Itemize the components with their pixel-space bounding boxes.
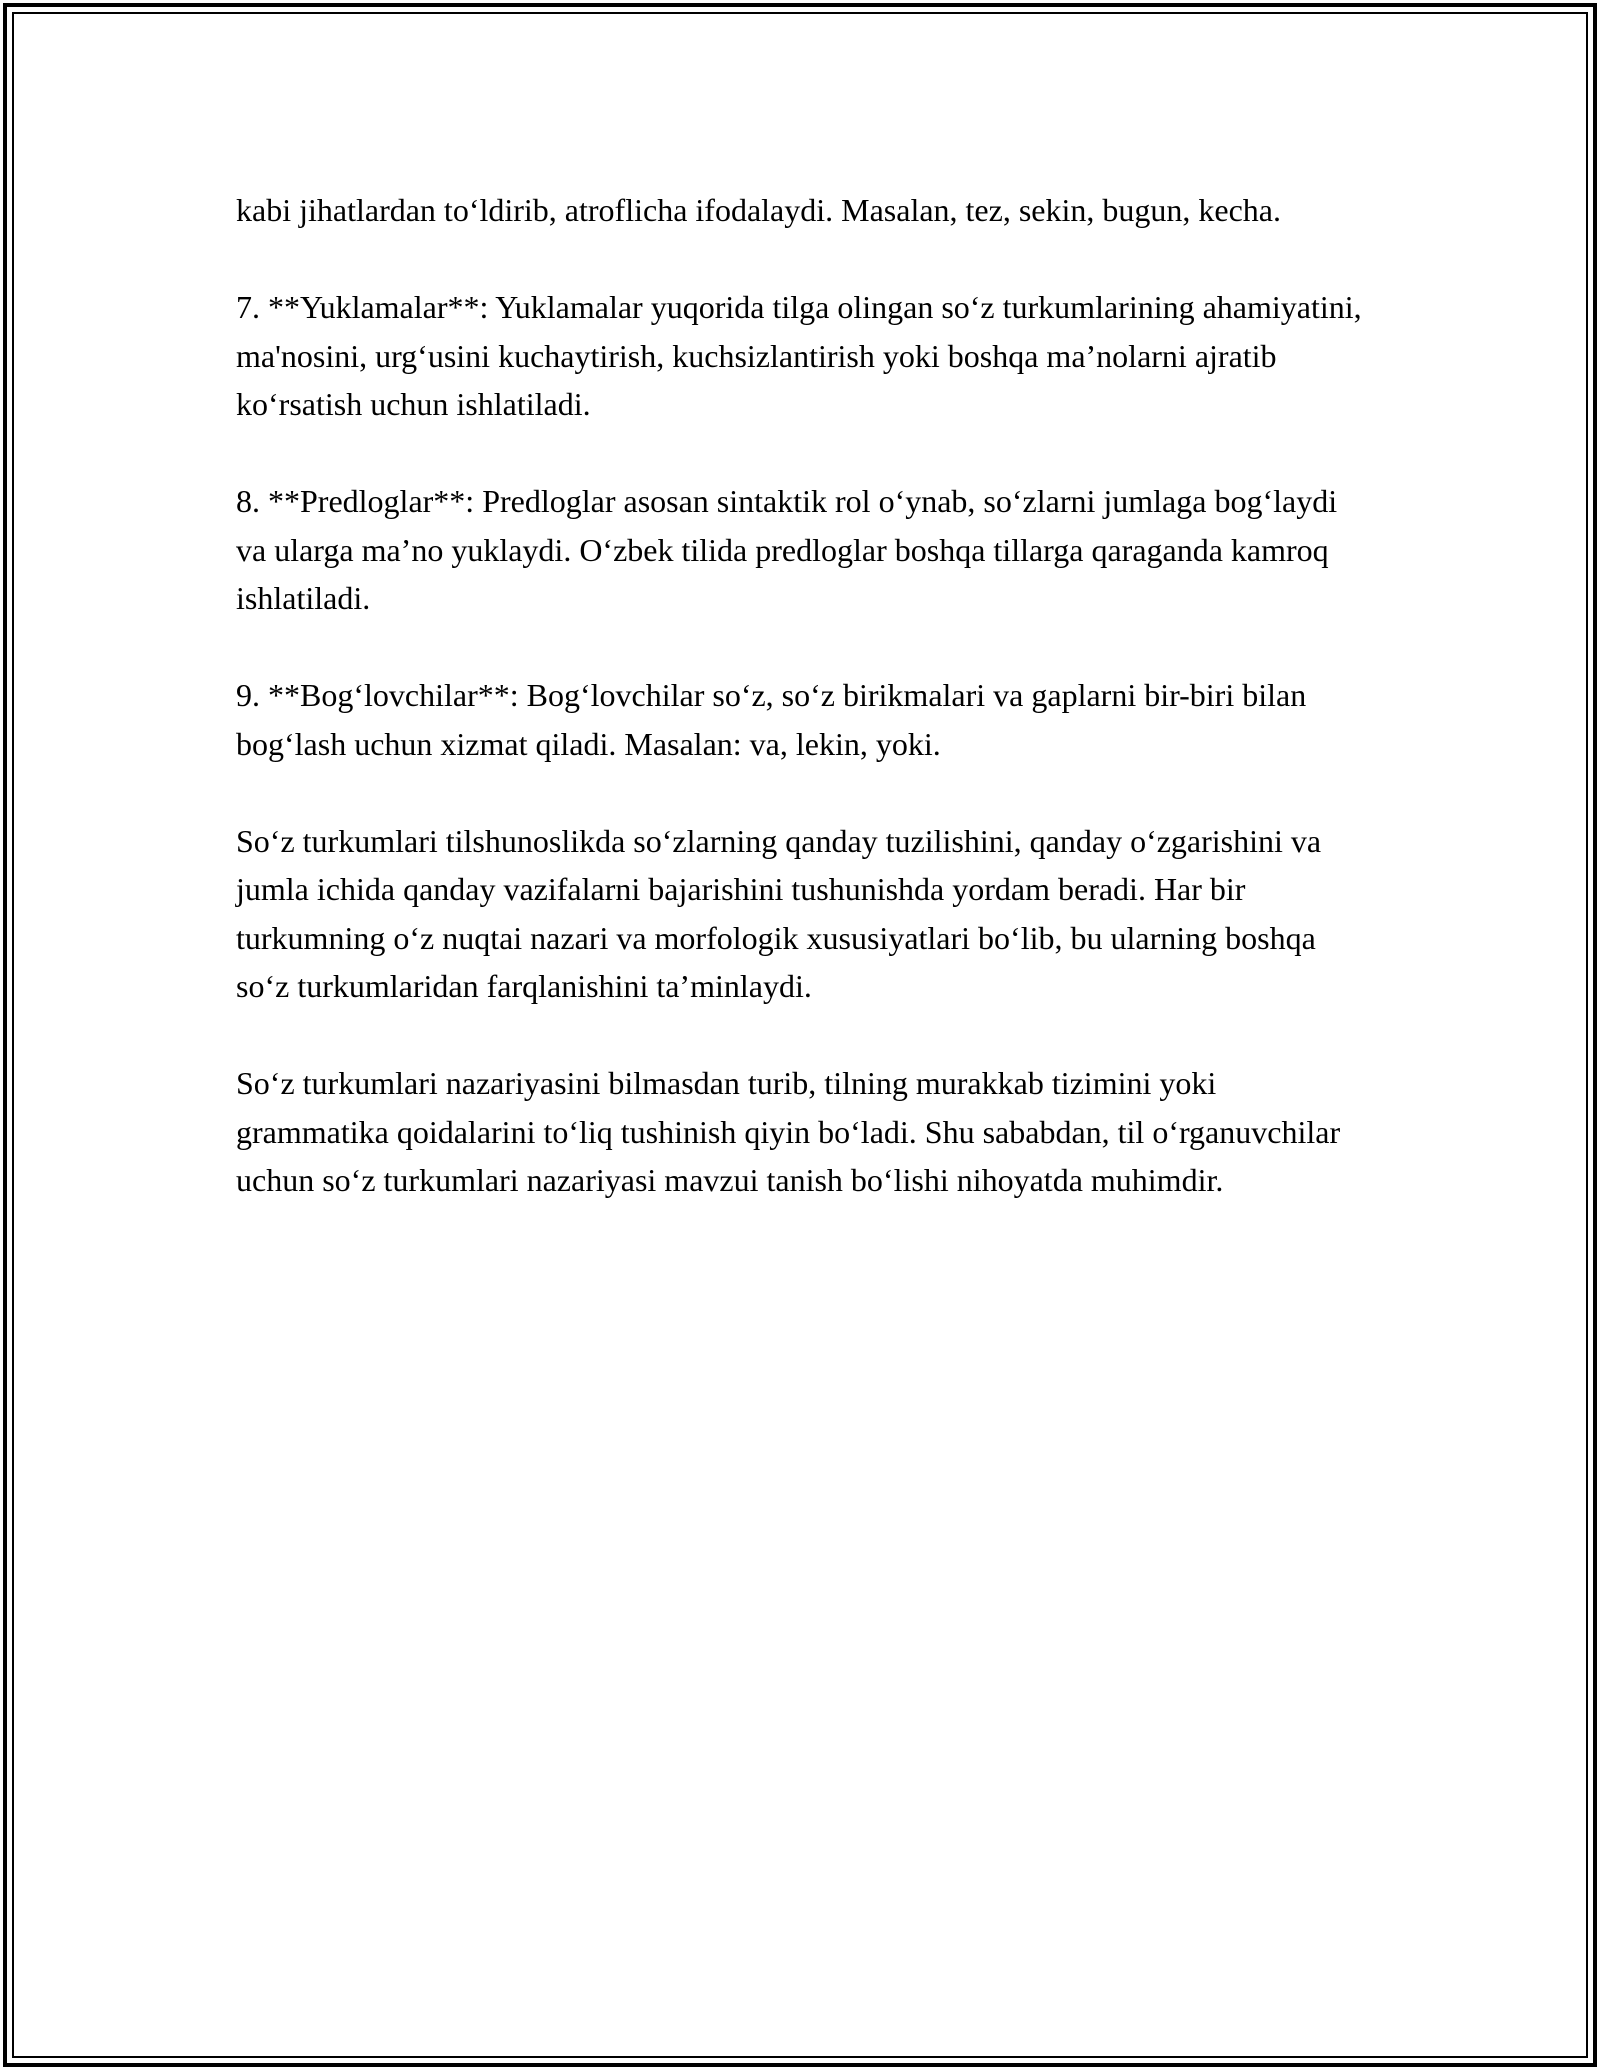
paragraph-soz-turkumlari-importance: So‘z turkumlari nazariyasini bilmasdan turib, tilning murakkab tizimini yoki grammatika qoidalarini to‘liq tushinish qiyin bo‘ladi. Shu sababdan, til o‘rganuvchilar uchun so‘z turkumlari nazariyasi mavzui tanish bo‘lishi nihoyatda muhimdir. [236,1065,1341,1198]
paragraph-boglovchilar: 9. **Bog‘lovchilar**: Bog‘lovchilar so‘z, so‘z birikmalari va gaplarni bir-biri bilan bog‘lash uchun xizmat qiladi. Masalan: va, lekin, yoki. [236,677,1307,762]
paragraph-predloglar: 8. **Predloglar**: Predloglar asosan sintaktik rol o‘ynab, so‘zlarni jumlaga bog‘laydi va ularga ma’no yuklaydi. O‘zbek tilida predloglar boshqa tillarga qaraganda kamroq ishlatiladi. [236,483,1338,616]
document-body [236,186,1366,1253]
paragraph-yuklamalar: 7. **Yuklamalar**: Yuklamalar yuqorida tilga olingan so‘z turkumlarining ahamiyatini, ma'nosini, urg‘usini kuchaytirish, kuchsizlantirish yoki boshqa ma’nolarni ajratib ko‘rsatish uchun ishlatiladi. [236,289,1362,422]
paragraph-soz-turkumlari-role: So‘z turkumlari tilshunoslikda so‘zlarning qanday tuzilishini, qanday o‘zgarishini va jumla ichida qanday vazifalarni bajarishini tushunishda yordam beradi. Har bir turkumning o‘z nuqtai nazari va morfologik xususiyatlari bo‘lib, bu ularning boshqa so‘z turkumlaridan farqlanishini ta’minlaydi. [236,822,1322,1004]
paragraph-adverbs-continuation: kabi jihatlardan to‘ldirib, atroflicha ifodalaydi. Masalan, tez, sekin, bugun, kecha. [236,192,1281,228]
